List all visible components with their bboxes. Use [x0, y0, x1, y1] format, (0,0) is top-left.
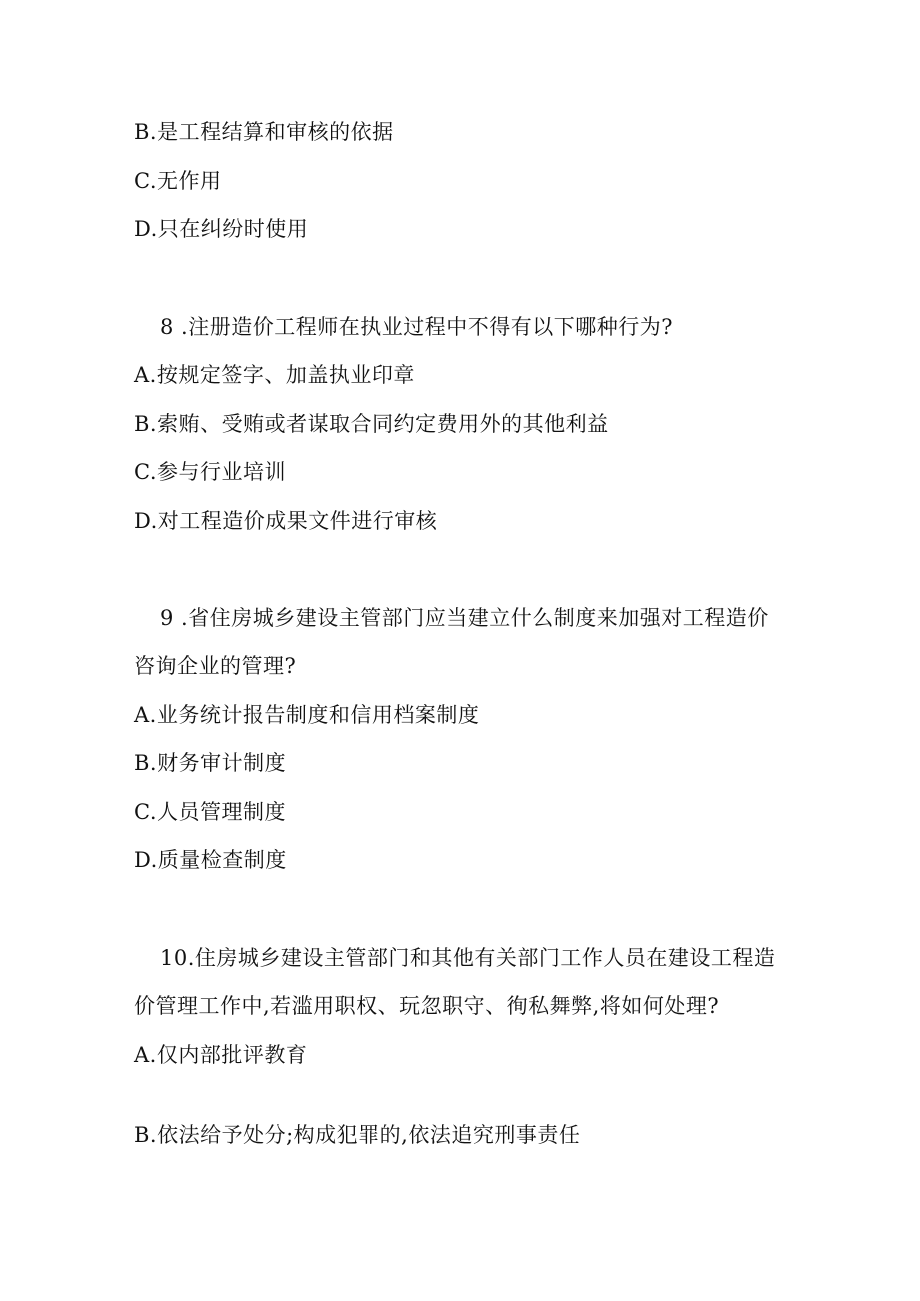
q9-option-c: C.人员管理制度: [134, 800, 286, 824]
q7-option-d: D.只在纠纷时使用: [134, 217, 309, 241]
q9-option-b: B.财务审计制度: [134, 751, 287, 775]
q9-option-a: A.业务统计报告制度和信用档案制度: [134, 703, 480, 727]
q7-option-b: B.是工程结算和审核的依据: [134, 120, 394, 144]
q8-option-d: D.对工程造价成果文件进行审核: [134, 509, 438, 533]
q9-stem-line2: 咨询企业的管理?: [134, 654, 297, 678]
q10-option-a: A.仅内部批评教育: [134, 1043, 308, 1067]
q10-option-b: B.依法给予处分;构成犯罪的,依法追究刑事责任: [134, 1123, 581, 1147]
q10-stem-line1: 10.住房城乡建设主管部门和其他有关部门工作人员在建设工程造: [160, 946, 776, 970]
q9-stem-line1: 9 .省住房城乡建设主管部门应当建立什么制度来加强对工程造价: [160, 606, 769, 630]
q10-stem-line2: 价管理工作中,若滥用职权、玩忽职守、徇私舞弊,将如何处理?: [134, 994, 720, 1018]
q9-option-d: D.质量检查制度: [134, 848, 287, 872]
q8-stem: 8 .注册造价工程师在执业过程中不得有以下哪种行为?: [160, 315, 673, 339]
q7-option-c: C.无作用: [134, 169, 222, 193]
q8-option-a: A.按规定签字、加盖执业印章: [134, 363, 415, 387]
q8-option-b: B.索贿、受贿或者谋取合同约定费用外的其他利益: [134, 412, 609, 436]
q8-option-c: C.参与行业培训: [134, 460, 286, 484]
